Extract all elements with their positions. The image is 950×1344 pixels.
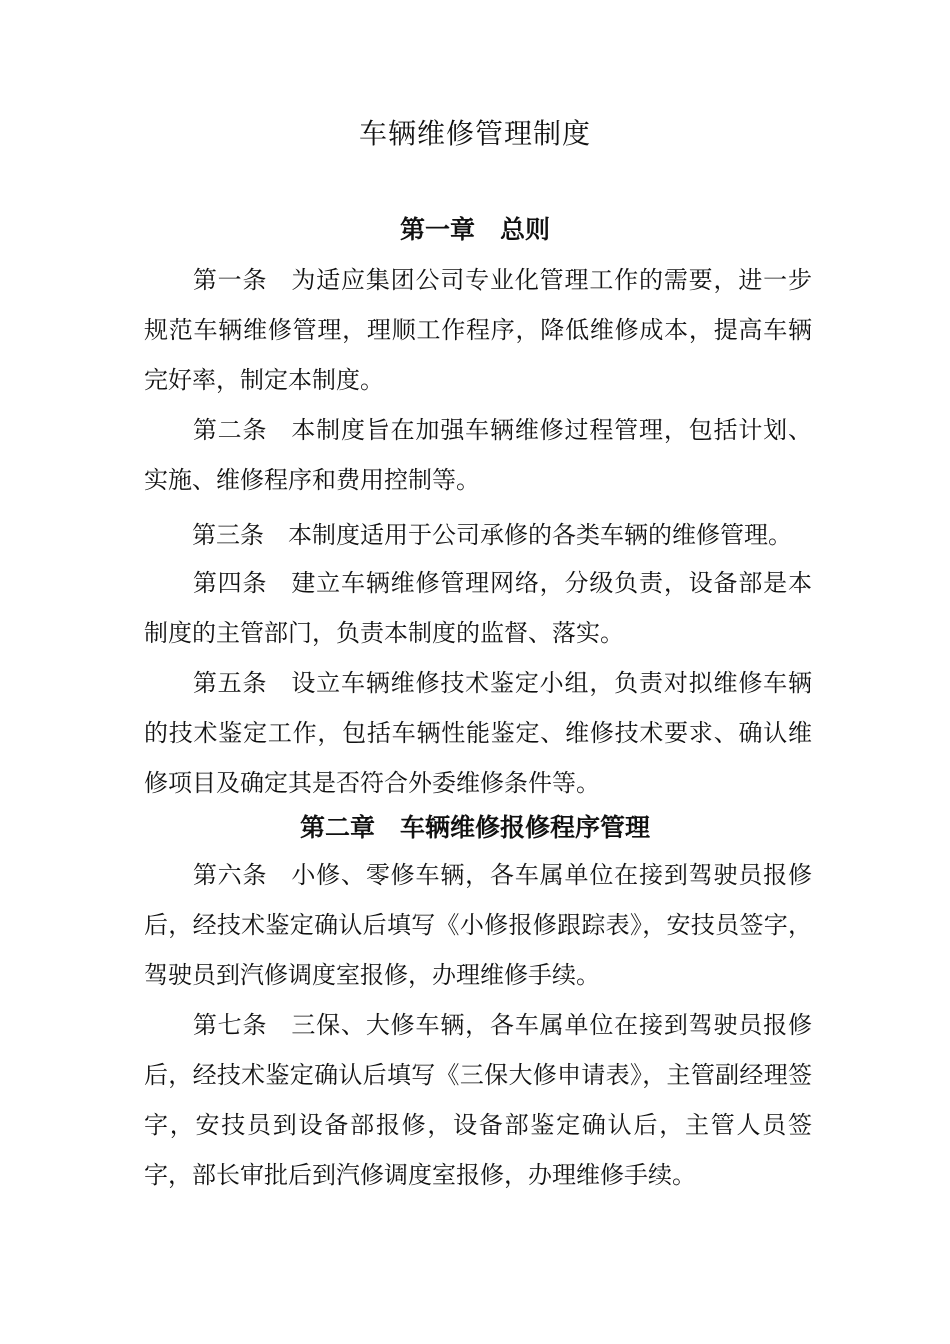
article-label: 第六条: [192, 861, 268, 889]
article-text: 设立车辆维修技术鉴定小组，负责对拟维修车辆的技术鉴定工作，包括车辆性能鉴定、维修技术要求、确认维修项目及确定其是否符合外委维修条件等。: [144, 669, 813, 797]
article-text: 建立车辆维修管理网络，分级负责，设备部是本制度的主管部门，负责本制度的监督、落实。: [144, 569, 813, 647]
article-3: [144, 510, 812, 560]
document-title: 车辆维修管理制度: [358, 117, 591, 150]
article-label: 第三条: [192, 521, 264, 549]
article-label: 第四条: [192, 569, 268, 597]
article-7: [144, 1000, 812, 1200]
article-4: [144, 558, 812, 658]
article-5: [144, 658, 812, 808]
article-text: 小修、零修车辆，各车属单位在接到驾驶员报修后，经技术鉴定确认后填写《小修报修跟踪表》，安技员签字，驾驶员到汽修调度室报修，办理维修手续。: [144, 861, 813, 989]
article-label: 第五条: [192, 669, 268, 697]
article-6: [144, 850, 812, 1000]
article-text: 三保、大修车辆，各车属单位在接到驾驶员报修后，经技术鉴定确认后填写《三保大修申请表》，主管副经理签字，安技员到设备部报修，设备部鉴定确认后，主管人员签字，部长审批后到汽修调度室报修，办理维修手续。: [144, 1011, 813, 1189]
article-text: 本制度适用于公司承修的各类车辆的维修管理。: [288, 521, 792, 549]
article-label: 第七条: [192, 1011, 268, 1039]
article-label: 第二条: [192, 416, 268, 444]
chapter-heading-1: 第一章 总则: [399, 215, 550, 244]
article-text: 为适应集团公司专业化管理工作的需要，进一步规范车辆维修管理，理顺工作程序，降低维修成本，提高车辆完好率，制定本制度。: [144, 266, 813, 394]
article-2: [144, 405, 812, 505]
article-text: 本制度旨在加强车辆维修过程管理，包括计划、实施、维修程序和费用控制等。: [144, 416, 813, 494]
chapter-heading-2: 第二章 车辆维修报修程序管理: [299, 813, 650, 842]
article-1: [144, 255, 812, 405]
article-label: 第一条: [192, 266, 268, 294]
